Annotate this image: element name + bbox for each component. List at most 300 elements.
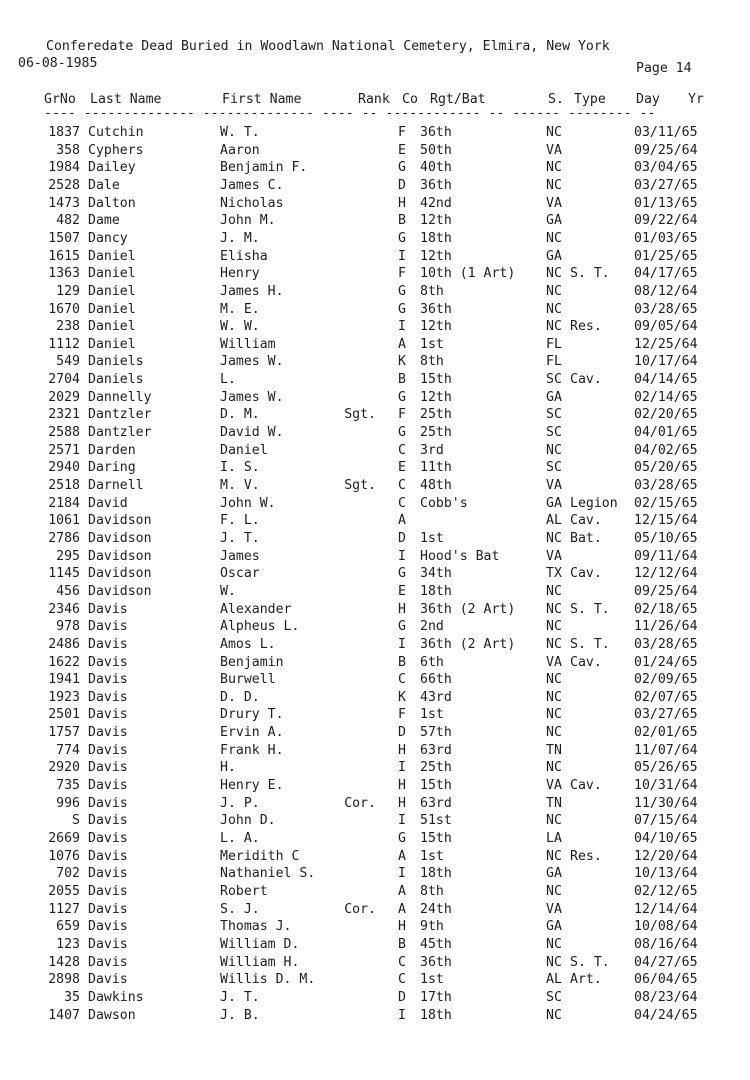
grave-number: 2898 (48, 972, 80, 988)
regiment-battalion: 36th (420, 177, 452, 193)
grave-number: 2786 (48, 531, 80, 546)
death-date: 12/25/64 (634, 336, 698, 352)
company: I (398, 760, 406, 776)
death-date: 04/01/65 (634, 425, 698, 440)
col-last-name: Last Name (90, 92, 162, 107)
grave-number: 1407 (48, 1007, 80, 1023)
grave-number: 2346 (48, 601, 80, 617)
state: NC (546, 319, 562, 335)
state: FL (546, 336, 562, 352)
death-date: 08/12/64 (634, 283, 698, 299)
last-name: Cutchin (88, 125, 144, 140)
last-name: Davis (88, 672, 128, 688)
first-name: W. (220, 583, 236, 599)
company: F (398, 707, 406, 723)
table-row (0, 530, 750, 548)
company: H (398, 778, 406, 793)
death-date: 01/24/65 (634, 654, 698, 670)
regiment-battalion: 10th (1 Art) (420, 266, 516, 282)
death-date: 11/30/64 (634, 795, 698, 811)
regiment-battalion: 1st (420, 336, 444, 352)
company: G (398, 301, 406, 317)
last-name: Dame (88, 213, 120, 229)
state: GA (546, 248, 562, 264)
regiment-battalion: 15th (420, 372, 452, 388)
table-row (0, 159, 750, 177)
grave-number: 2920 (48, 760, 80, 776)
regiment-battalion: 25th (420, 407, 452, 423)
death-date: 05/26/65 (634, 760, 698, 776)
last-name: Dawson (88, 1007, 136, 1023)
death-date: 10/08/64 (634, 919, 698, 935)
table-row (0, 248, 750, 266)
death-date: 02/15/65 (634, 495, 698, 511)
grave-number: 2669 (48, 831, 80, 846)
first-name: W. T. (220, 125, 260, 140)
regiment-battalion: 12th (420, 389, 452, 405)
table-row (0, 777, 750, 795)
table-row (0, 442, 750, 460)
first-name: Henry E. (220, 778, 284, 793)
state: GA (546, 213, 562, 229)
table-row (0, 477, 750, 495)
death-date: 12/15/64 (634, 513, 698, 529)
regiment-battalion: 18th (420, 230, 452, 246)
unit-type: Art. (570, 972, 602, 988)
grave-number: 2704 (48, 372, 80, 388)
grave-number: 295 (56, 548, 80, 564)
table-row (0, 759, 750, 777)
first-name: J. B. (220, 1007, 260, 1023)
death-date: 01/03/65 (634, 230, 698, 246)
company: G (398, 425, 406, 440)
first-name: Benjamin (220, 654, 284, 670)
grave-number: 2528 (48, 177, 80, 193)
death-date: 02/07/65 (634, 689, 698, 705)
table-row (0, 954, 750, 972)
table-row (0, 424, 750, 442)
regiment-battalion: 12th (420, 319, 452, 335)
company: C (398, 495, 406, 511)
death-date: 02/09/65 (634, 672, 698, 688)
unit-type: S. T. (570, 954, 610, 970)
death-date: 09/05/64 (634, 319, 698, 335)
company: C (398, 442, 406, 458)
last-name: Davidson (88, 531, 152, 546)
death-date: 10/13/64 (634, 866, 698, 882)
unit-type: Bat. (570, 531, 602, 546)
state: GA (546, 389, 562, 405)
last-name: Dale (88, 177, 120, 193)
death-date: 02/12/65 (634, 883, 698, 899)
table-row (0, 724, 750, 742)
first-name: James W. (220, 389, 284, 405)
company: A (398, 336, 406, 352)
state: GA (546, 495, 562, 511)
state: VA (546, 778, 562, 793)
first-name: Henry (220, 266, 260, 282)
last-name: Davis (88, 883, 128, 899)
first-name: William D. (220, 936, 300, 952)
rank: Cor. (344, 795, 376, 811)
unit-type: Cav. (570, 566, 602, 582)
grave-number: 1473 (48, 195, 80, 211)
death-date: 01/25/65 (634, 248, 698, 264)
state: TN (546, 795, 562, 811)
state: NC (546, 954, 562, 970)
death-date: 10/31/64 (634, 778, 698, 793)
company: I (398, 1007, 406, 1023)
table-row (0, 336, 750, 354)
grave-number: 1428 (48, 954, 80, 970)
last-name: Dawkins (88, 989, 144, 1005)
regiment-battalion: 1st (420, 531, 444, 546)
state: NC (546, 848, 562, 864)
regiment-battalion: 57th (420, 725, 452, 741)
table-row (0, 865, 750, 883)
last-name: Davis (88, 831, 128, 846)
table-row (0, 565, 750, 583)
first-name: W. W. (220, 319, 260, 335)
first-name: J. P. (220, 795, 260, 811)
regiment-battalion: 18th (420, 583, 452, 599)
grave-number: 123 (56, 936, 80, 952)
regiment-battalion: 18th (420, 866, 452, 882)
first-name: Ervin A. (220, 725, 284, 741)
last-name: Daniel (88, 283, 136, 299)
unit-type: Cav. (570, 654, 602, 670)
grave-number: 2588 (48, 425, 80, 440)
regiment-battalion: Cobb's (420, 495, 468, 511)
last-name: Dantzler (88, 407, 152, 423)
grave-number: 978 (56, 619, 80, 635)
table-row (0, 989, 750, 1007)
table-row (0, 142, 750, 160)
unit-type: Cav. (570, 372, 602, 388)
regiment-battalion: 36th (2 Art) (420, 601, 516, 617)
death-date: 02/20/65 (634, 407, 698, 423)
regiment-battalion: 36th (420, 125, 452, 140)
company: G (398, 619, 406, 635)
last-name: Davis (88, 901, 128, 917)
grave-number: 996 (56, 795, 80, 811)
table-row (0, 318, 750, 336)
last-name: Davis (88, 760, 128, 776)
grave-number: 2029 (48, 389, 80, 405)
last-name: Daniel (88, 266, 136, 282)
regiment-battalion: 36th (2 Art) (420, 636, 516, 652)
first-name: Alpheus L. (220, 619, 300, 635)
company: K (398, 689, 406, 705)
state: NC (546, 672, 562, 688)
grave-number: 735 (56, 778, 80, 793)
death-date: 08/23/64 (634, 989, 698, 1005)
last-name: Davis (88, 972, 128, 988)
last-name: Davis (88, 813, 128, 829)
table-row (0, 830, 750, 848)
first-name: Elisha (220, 248, 268, 264)
regiment-battalion: 8th (420, 283, 444, 299)
first-name: L. A. (220, 831, 260, 846)
grave-number: 702 (56, 866, 80, 882)
grave-number: 358 (56, 142, 80, 158)
last-name: Davidson (88, 513, 152, 529)
last-name: Daniel (88, 319, 136, 335)
regiment-battalion: 63rd (420, 742, 452, 758)
regiment-battalion: 18th (420, 1007, 452, 1023)
regiment-battalion: 63rd (420, 795, 452, 811)
state: NC (546, 442, 562, 458)
regiment-battalion: 42nd (420, 195, 452, 211)
regiment-battalion: 9th (420, 919, 444, 935)
first-name: Daniel (220, 442, 268, 458)
table-row (0, 371, 750, 389)
grave-number: 1622 (48, 654, 80, 670)
company: K (398, 354, 406, 370)
table-row (0, 283, 750, 301)
table-row (0, 230, 750, 248)
unit-type: Cav. (570, 778, 602, 793)
state: SC (546, 407, 562, 423)
company: I (398, 813, 406, 829)
state: GA (546, 866, 562, 882)
death-date: 09/25/64 (634, 583, 698, 599)
first-name: William H. (220, 954, 300, 970)
col-grno: GrNo (44, 92, 76, 107)
company: H (398, 195, 406, 211)
death-date: 03/28/65 (634, 478, 698, 493)
first-name: F. L. (220, 513, 260, 529)
last-name: Davis (88, 866, 128, 882)
table-row (0, 353, 750, 371)
state: NC (546, 636, 562, 652)
last-name: Davidson (88, 566, 152, 582)
table-row (0, 459, 750, 477)
regiment-battalion: 43rd (420, 689, 452, 705)
first-name: John W. (220, 495, 276, 511)
first-name: James C. (220, 177, 284, 193)
death-date: 04/14/65 (634, 372, 698, 388)
state: NC (546, 813, 562, 829)
company: D (398, 725, 406, 741)
last-name: Daniel (88, 301, 136, 317)
death-date: 08/16/64 (634, 936, 698, 952)
regiment-battalion: 6th (420, 654, 444, 670)
company: A (398, 513, 406, 529)
death-date: 04/24/65 (634, 1007, 698, 1023)
grave-number: 2321 (48, 407, 80, 423)
regiment-battalion: 1st (420, 972, 444, 988)
col-co: Co (402, 92, 418, 107)
grave-number: 482 (56, 213, 80, 229)
first-name: Oscar (220, 566, 260, 582)
table-row (0, 195, 750, 213)
grave-number: 1837 (48, 125, 80, 140)
state: NC (546, 601, 562, 617)
company: H (398, 795, 406, 811)
death-date: 03/28/65 (634, 636, 698, 652)
first-name: James (220, 548, 260, 564)
col-rank: Rank (358, 92, 390, 107)
company: G (398, 566, 406, 582)
death-date: 10/17/64 (634, 354, 698, 370)
regiment-battalion: 25th (420, 760, 452, 776)
last-name: Darnell (88, 478, 144, 493)
last-name: Davis (88, 725, 128, 741)
regiment-battalion: 40th (420, 160, 452, 176)
company: G (398, 831, 406, 846)
rank: Cor. (344, 901, 376, 917)
grave-number: 774 (56, 742, 80, 758)
state: SC (546, 989, 562, 1005)
table-row (0, 883, 750, 901)
unit-type: S. T. (570, 601, 610, 617)
state: NC (546, 725, 562, 741)
grave-number: 2940 (48, 460, 80, 476)
regiment-battalion: 1st (420, 707, 444, 723)
grave-number: 2184 (48, 495, 80, 511)
first-name: Burwell (220, 672, 276, 688)
last-name: Davidson (88, 583, 152, 599)
rank: Sgt. (344, 407, 376, 423)
first-name: Robert (220, 883, 268, 899)
table-row (0, 177, 750, 195)
table-row (0, 1007, 750, 1025)
first-name: David W. (220, 425, 284, 440)
last-name: Daniel (88, 336, 136, 352)
first-name: L. (220, 372, 236, 388)
last-name: Dalton (88, 195, 136, 211)
table-row (0, 742, 750, 760)
last-name: Davis (88, 954, 128, 970)
company: A (398, 848, 406, 864)
state: NC (546, 760, 562, 776)
regiment-battalion: 8th (420, 354, 444, 370)
grave-number: S (72, 813, 80, 829)
table-row (0, 706, 750, 724)
table-row (0, 795, 750, 813)
company: I (398, 248, 406, 264)
state: SC (546, 425, 562, 440)
last-name: Dannelly (88, 389, 152, 405)
company: I (398, 319, 406, 335)
first-name: Nathaniel S. (220, 866, 316, 882)
first-name: Benjamin F. (220, 160, 308, 176)
death-date: 12/12/64 (634, 566, 698, 582)
last-name: Davis (88, 707, 128, 723)
last-name: Davidson (88, 548, 152, 564)
regiment-battalion: 45th (420, 936, 452, 952)
grave-number: 659 (56, 919, 80, 935)
unit-type: S. T. (570, 636, 610, 652)
regiment-battalion: 8th (420, 883, 444, 899)
last-name: Daniels (88, 372, 144, 388)
first-name: S. J. (220, 901, 260, 917)
death-date: 11/07/64 (634, 742, 698, 758)
table-row (0, 495, 750, 513)
state: VA (546, 548, 562, 564)
last-name: Davis (88, 778, 128, 793)
last-name: Davis (88, 848, 128, 864)
table-row (0, 265, 750, 283)
state: NC (546, 160, 562, 176)
document-title: Conferedate Dead Buried in Woodlawn National Cemetery, Elmira, New York (46, 39, 610, 54)
death-date: 09/11/64 (634, 548, 698, 564)
grave-number: 1076 (48, 848, 80, 864)
death-date: 03/11/65 (634, 125, 698, 140)
table-row (0, 671, 750, 689)
table-row (0, 389, 750, 407)
unit-type: Res. (570, 848, 602, 864)
grave-number: 1984 (48, 160, 80, 176)
regiment-battalion: 12th (420, 248, 452, 264)
unit-type: S. T. (570, 266, 610, 282)
last-name: David (88, 495, 128, 511)
company: F (398, 125, 406, 140)
last-name: Daring (88, 460, 136, 476)
rank: Sgt. (344, 478, 376, 493)
regiment-battalion: 25th (420, 425, 452, 440)
death-date: 04/27/65 (634, 954, 698, 970)
first-name: Amos L. (220, 636, 276, 652)
last-name: Dancy (88, 230, 128, 246)
death-date: 05/10/65 (634, 531, 698, 546)
state: VA (546, 901, 562, 917)
company: A (398, 883, 406, 899)
state: VA (546, 478, 562, 493)
grave-number: 2486 (48, 636, 80, 652)
regiment-battalion: 24th (420, 901, 452, 917)
state: NC (546, 883, 562, 899)
regiment-battalion: 11th (420, 460, 452, 476)
col-type: Type (574, 92, 606, 107)
header-underline: ---- -------------- -------------- ---- -- ------------ -- ------ -------- -- (44, 106, 656, 121)
last-name: Davis (88, 689, 128, 705)
grave-number: 1061 (48, 513, 80, 529)
company: B (398, 213, 406, 229)
grave-number: 549 (56, 354, 80, 370)
page-number: Page 14 (636, 61, 692, 76)
table-row (0, 848, 750, 866)
col-state: S. (548, 92, 564, 107)
grave-number: 238 (56, 319, 80, 335)
grave-number: 456 (56, 583, 80, 599)
grave-number: 1363 (48, 266, 80, 282)
first-name: Alexander (220, 601, 292, 617)
first-name: James W. (220, 354, 284, 370)
company: B (398, 936, 406, 952)
last-name: Davis (88, 619, 128, 635)
table-row (0, 812, 750, 830)
regiment-battalion: 51st (420, 813, 452, 829)
death-date: 04/10/65 (634, 831, 698, 846)
death-date: 06/04/65 (634, 972, 698, 988)
state: NC (546, 689, 562, 705)
death-date: 07/15/64 (634, 813, 698, 829)
company: E (398, 583, 406, 599)
first-name: J. T. (220, 989, 260, 1005)
company: D (398, 989, 406, 1005)
state: NC (546, 177, 562, 193)
last-name: Davis (88, 919, 128, 935)
death-date: 05/20/65 (634, 460, 698, 476)
grave-number: 2518 (48, 478, 80, 493)
state: NC (546, 230, 562, 246)
death-date: 02/01/65 (634, 725, 698, 741)
company: B (398, 654, 406, 670)
grave-number: 1757 (48, 725, 80, 741)
state: NC (546, 583, 562, 599)
